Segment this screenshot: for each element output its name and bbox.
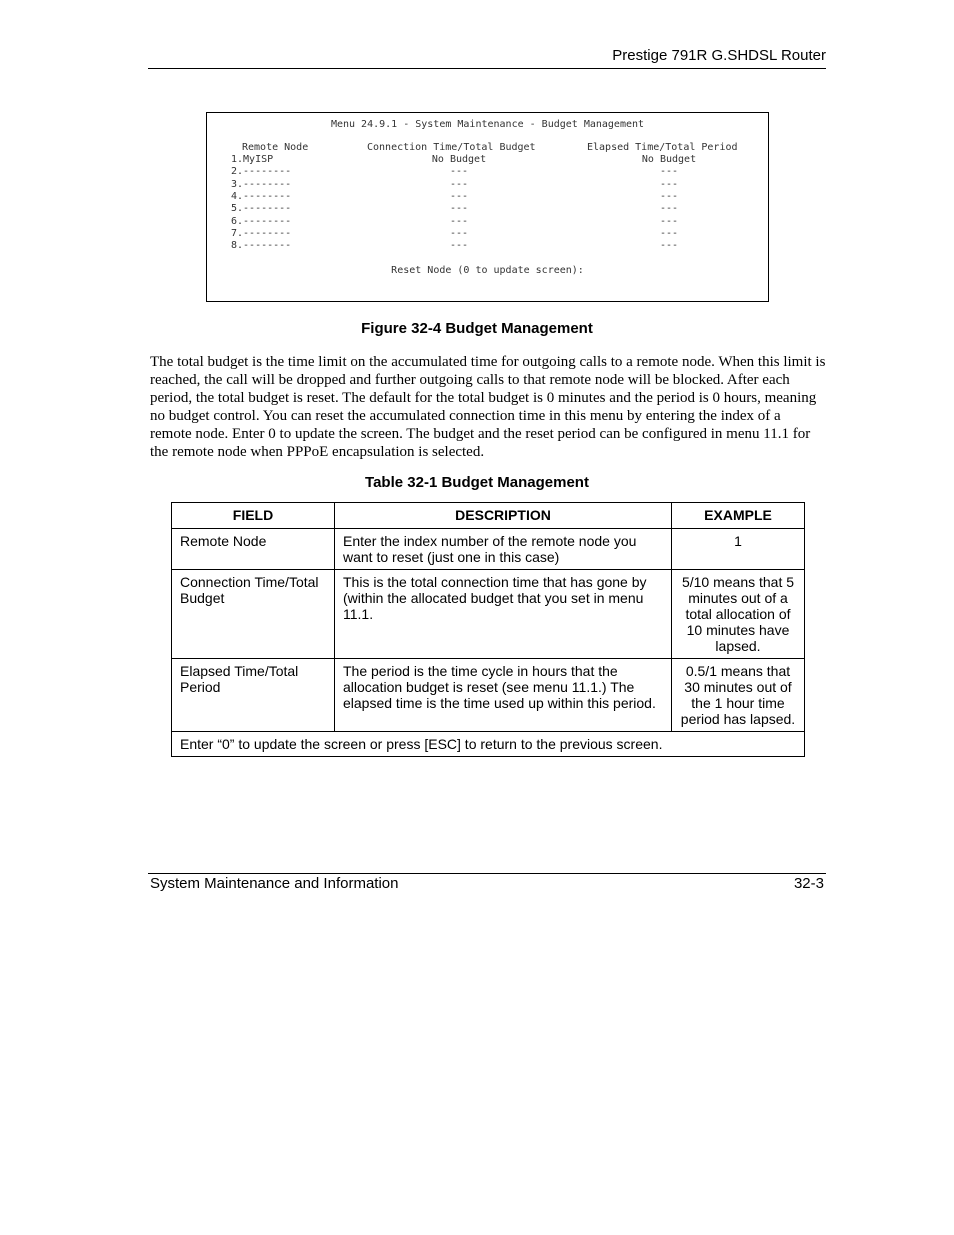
row-elapsed-period: --- — [659, 178, 679, 190]
figure-caption: Figure 32-4 Budget Management — [361, 320, 593, 337]
row-remote-node: 5.-------- — [231, 203, 292, 215]
row-elapsed-period: --- — [659, 203, 679, 215]
cell-example: 0.5/1 means that 30 minutes out of the 1 hour time period has lapsed. — [672, 659, 805, 732]
row-remote-node: 7.-------- — [231, 227, 292, 239]
footer-rule — [148, 873, 826, 874]
budget-management-table — [171, 502, 805, 757]
table-note-row — [172, 732, 805, 757]
terminal-screen — [206, 112, 769, 302]
table-row — [172, 570, 805, 659]
row-connection-budget: --- — [449, 203, 469, 215]
row-remote-node: 4.-------- — [231, 190, 292, 202]
footer-section-title: System Maintenance and Information — [150, 875, 399, 892]
row-elapsed-period: --- — [659, 240, 679, 252]
row-connection-budget: --- — [449, 227, 469, 239]
cell-example: 1 — [672, 529, 805, 570]
row-elapsed-period: --- — [659, 215, 679, 227]
row-connection-budget: --- — [449, 240, 469, 252]
row-remote-node: 2.-------- — [231, 166, 292, 178]
body-paragraph: The total budget is the time limit on the accumulated time for outgoing calls to a remote node. When this limit is reached, the call will be dropped and further outgoing calls to that remote node will be blocked. After each period, the total budget is reset. The default for the total budget is 0 minutes and the period is 0 hours, meaning no budget control. You can reset the accumulated connection time in this menu by entering the index of a remote node. Enter 0 to update the screen. The budget and the reset period can be configured in menu 11.1 for the remote node when PPPoE encapsulation is selected. — [150, 354, 826, 460]
column-header-remote-node: Remote Node — [242, 142, 309, 153]
cell-field: Remote Node — [172, 529, 335, 570]
row-remote-node: 3.-------- — [231, 178, 292, 190]
row-remote-node: 1.MyISP — [231, 154, 274, 165]
row-connection-budget: --- — [449, 215, 469, 227]
cell-description: The period is the time cycle in hours that the allocation budget is reset (see menu 11.1.) The elapsed time is the time used up within this period. — [335, 659, 672, 732]
cell-field: Elapsed Time/Total Period — [172, 659, 335, 732]
row-connection-budget: --- — [449, 178, 469, 190]
row-remote-node: 8.-------- — [231, 240, 292, 252]
column-header-connection-time: Connection Time/Total Budget — [367, 142, 536, 153]
header-rule — [148, 68, 826, 69]
header-example: EXAMPLE — [672, 503, 805, 529]
header-description: DESCRIPTION — [335, 503, 672, 529]
table-note: Enter “0” to update the screen or press [ESC] to return to the previous screen. — [172, 732, 805, 757]
row-elapsed-period: --- — [659, 190, 679, 202]
cell-description: Enter the index number of the remote node you want to reset (just one in this case) — [335, 529, 672, 570]
row-connection-budget: --- — [449, 166, 469, 178]
row-connection-budget: No Budget — [431, 154, 487, 165]
row-elapsed-period: No Budget — [641, 154, 697, 165]
table-header-row — [172, 503, 805, 529]
header-field: FIELD — [172, 503, 335, 529]
footer-page-number: 32-3 — [793, 875, 824, 892]
column-header-elapsed-time: Elapsed Time/Total Period — [587, 142, 738, 153]
cell-field: Connection Time/Total Budget — [172, 570, 335, 659]
row-elapsed-period: --- — [659, 227, 679, 239]
table-row — [172, 659, 805, 732]
cell-description: This is the total connection time that has gone by (within the allocated budget that you set in menu 11.1. — [335, 570, 672, 659]
row-connection-budget: --- — [449, 190, 469, 202]
terminal-prompt: Reset Node (0 to update screen): — [391, 265, 584, 276]
table-row — [172, 529, 805, 570]
row-elapsed-period: --- — [659, 166, 679, 178]
row-remote-node: 6.-------- — [231, 215, 292, 227]
page-header-title: Prestige 791R G.SHDSL Router — [612, 47, 826, 64]
table-caption: Table 32-1 Budget Management — [365, 474, 589, 491]
terminal-title: Menu 24.9.1 - System Maintenance - Budget Management — [330, 119, 645, 130]
cell-example: 5/10 means that 5 minutes out of a total allocation of 10 minutes have lapsed. — [672, 570, 805, 659]
